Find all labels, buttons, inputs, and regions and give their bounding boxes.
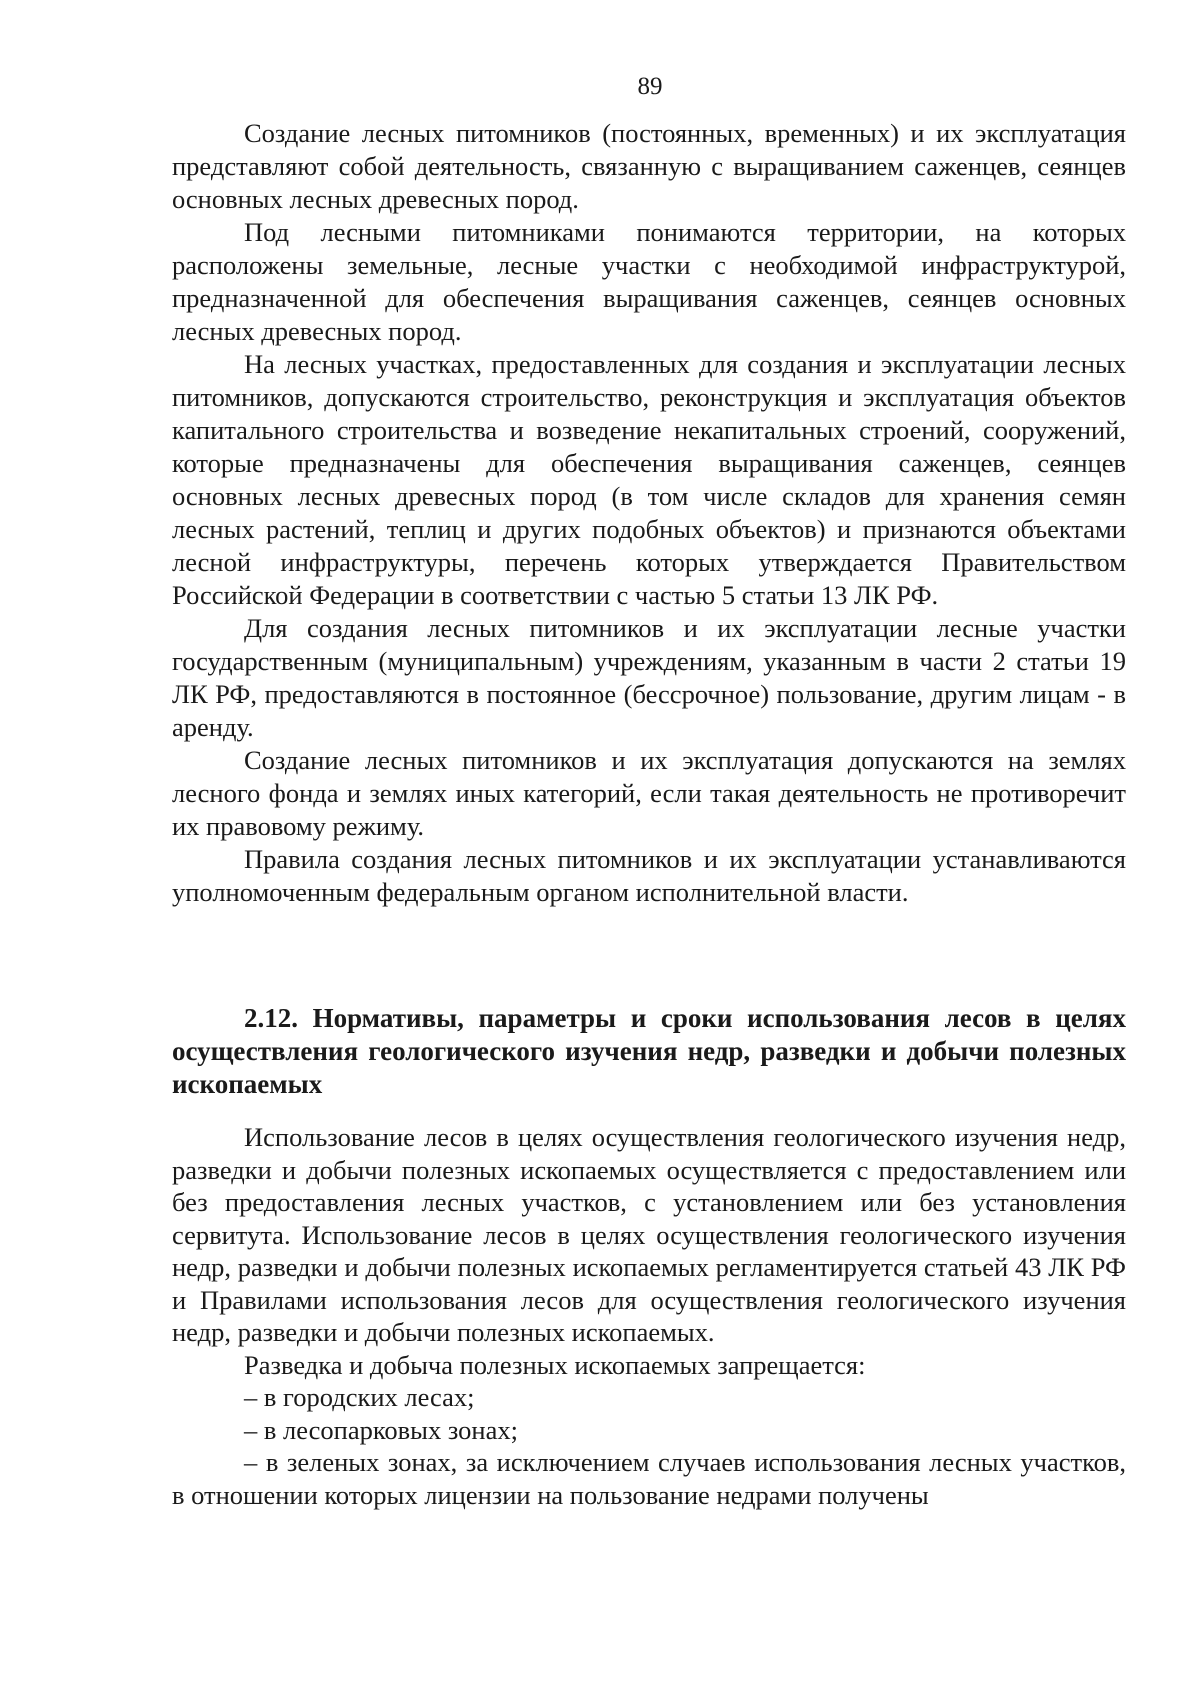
paragraph: Под лесными питомниками понимаются территории, на которых расположены земельные, лесные участки с необходимой инфраструктурой, предназначенной для обеспечения выращивания саженцев, сеянцев основных лесных древесных пород. <box>172 217 1126 346</box>
paragraph: Использование лесов в целях осуществления геологического изучения недр, разведки и добычи полезных ископаемых осуществляется с предоставлением или без предоставления лесных участков, с установлением или без установления сервитута. Использование лесов в целях осуществления геологического изучения недр, разведки и добычи полезных ископаемых регламентируется статьей 43 ЛК РФ и Правилами использования лесов для осуществления геологического изучения недр, разведки и добычи полезных ископаемых. <box>172 1122 1126 1347</box>
paragraph: Правила создания лесных питомников и их эксплуатации устанавливаются уполномоченным федеральным органом исполнительной власти. <box>172 844 1126 907</box>
paragraph: На лесных участках, предоставленных для создания и эксплуатации лесных питомников, допускаются строительство, реконструкция и эксплуатация объектов капитального строительства и возведение некапитальных строений, сооружений, которые предназначены для обеспечения выращивания саженцев, сеянцев основных лесных древесных пород (в том числе складов для хранения семян лесных растений, теплиц и других подобных объектов) и признаются объектами лесной инфраструктуры, перечень которых утверждается Правительством Российской Федерации в соответствии с частью 5 статьи 13 ЛК РФ. <box>172 349 1126 610</box>
page-number: 89 <box>637 73 663 100</box>
paragraph: Создание лесных питомников и их эксплуатация допускаются на землях лесного фонда и землях иных категорий, если такая деятельность не противоречит их правовому режиму. <box>172 745 1126 841</box>
list-item: – в городских лесах; <box>244 1382 475 1412</box>
section-2-body <box>172 1121 1126 1511</box>
paragraph: Для создания лесных питомников и их эксплуатации лесные участки государственным (муниципальным) учреждениям, указанным в части 2 статьи 19 ЛК РФ, предоставляются в постоянное (бессрочное) пользование, другим лицам - в аренду. <box>172 613 1126 742</box>
section-1-body <box>172 117 1126 909</box>
section-heading: 2.12. Нормативы, параметры и сроки использования лесов в целях осуществления геологического изучения недр, разведки и добычи полезных ископаемых <box>172 1003 1126 1099</box>
list-item: – в лесопарковых зонах; <box>244 1414 518 1445</box>
list-item: – в зеленых зонах, за исключением случаев использования лесных участков, в отношении которых лицензии на пользование недрами получены <box>172 1447 1126 1510</box>
paragraph: Создание лесных питомников (постоянных, временных) и их эксплуатация представляют собой деятельность, связанную с выращиванием саженцев, сеянцев основных лесных древесных пород. <box>172 118 1126 214</box>
paragraph: Разведка и добыча полезных ископаемых запрещается: <box>244 1349 866 1380</box>
section-2-heading-block <box>172 1002 1126 1101</box>
